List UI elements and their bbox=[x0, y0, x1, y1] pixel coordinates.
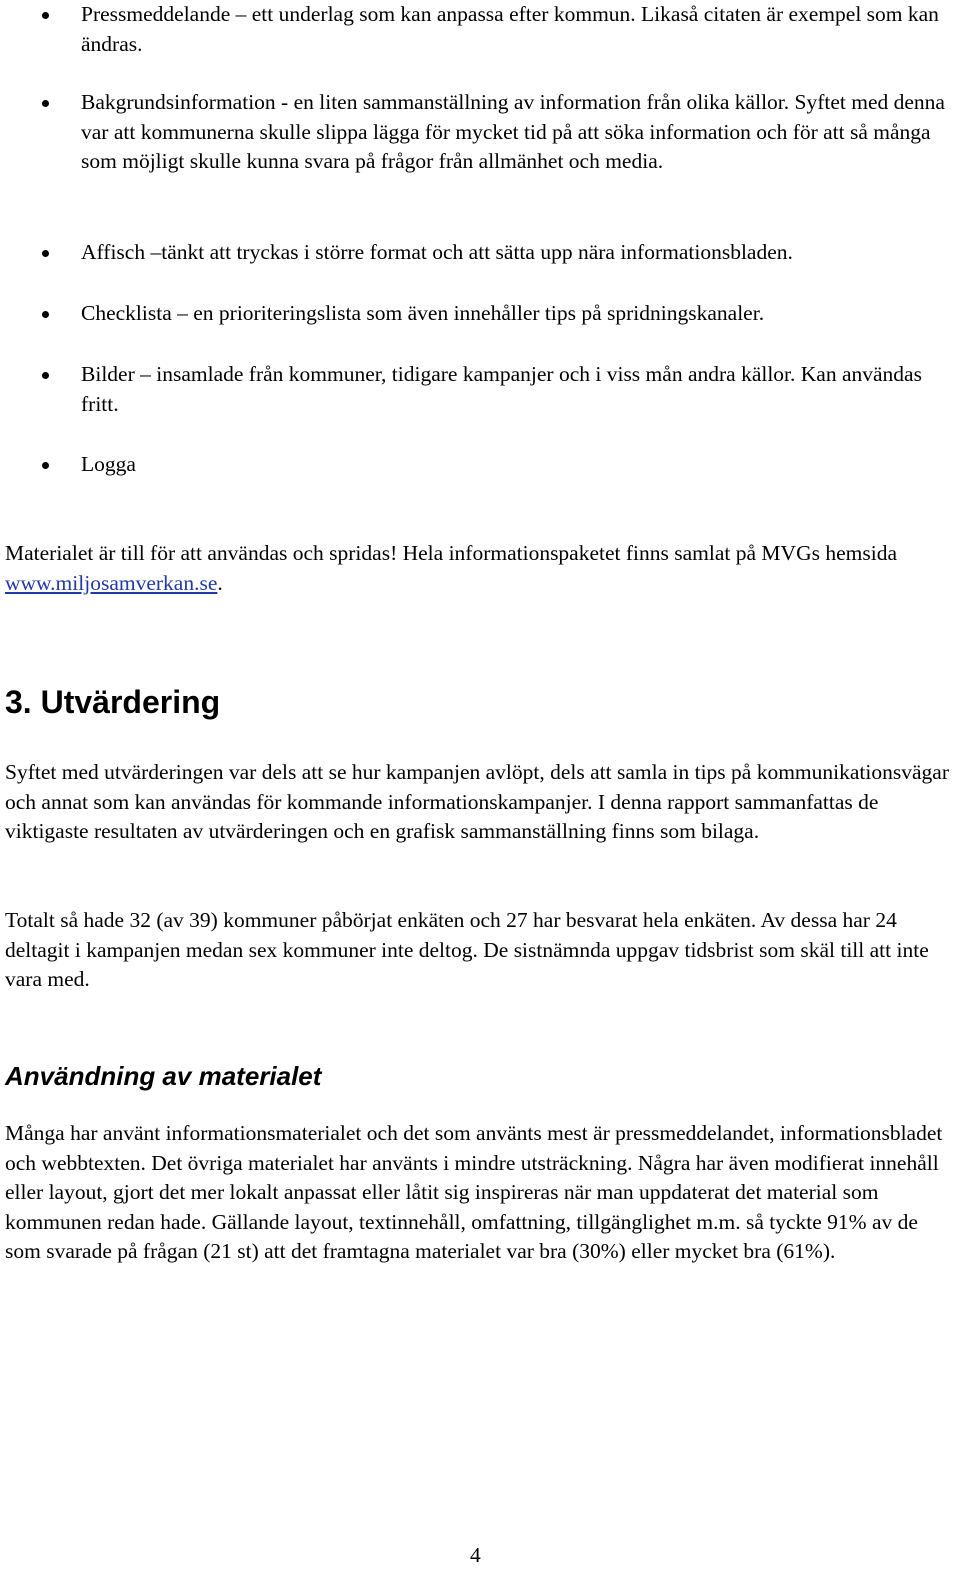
bullet-text: Pressmeddelande – ett underlag som kan anpassa efter kommun. Likaså citaten är exempel som kan ändras. bbox=[81, 2, 939, 56]
bullet-text: Checklista – en prioriteringslista som även innehåller tips på spridningskanaler. bbox=[81, 301, 765, 325]
subsection-paragraph: Många har använt informationsmaterialet och det som använts mest är pressmeddelandet, informationsbladet och webbtexten. Det övriga materialet har använts i mindre utsträckning. Några har även modifierat innehåll eller layout, gjort det mer lokalt anpassat eller låtit sig inspireras när man uppdaterat det material som kommunen redan hade. Gällande layout, textinnehåll, omfattning, tillgänglighet m.m. så tyckte 91% av de som svarade på frågan (21 st) att det framtagna materialet var bra (30%) eller mycket bra (61%). bbox=[5, 1121, 943, 1263]
website-link[interactable]: www.miljosamverkan.se bbox=[5, 570, 218, 595]
bullet-dot-icon bbox=[42, 250, 49, 257]
closing-paragraph bbox=[5, 539, 957, 598]
section-heading: 3. Utvärdering bbox=[5, 684, 221, 720]
closing-text: Materialet är till för att användas och spridas! Hela informationspaketet finns samlat på MVGs hemsida bbox=[5, 541, 897, 565]
closing-period: . bbox=[217, 570, 223, 595]
bullet-text: Bakgrundsinformation - en liten sammanställning av information från olika källor. Syftet med denna var att kommunerna skulle slippa lägga för mycket tid på att söka information och för att så många som möjligt skulle kunna svara på frågor från allmänhet och media. bbox=[81, 90, 945, 173]
bullet-text: Bilder – insamlade från kommuner, tidigare kampanjer och i viss mån andra källor. Kan användas fritt. bbox=[81, 362, 922, 416]
bullet-text: Logga bbox=[81, 452, 136, 476]
page-number: 4 bbox=[470, 1543, 481, 1567]
section-paragraph-results: Totalt så hade 32 (av 39) kommuner påbörjat enkäten och 27 har besvarat hela enkäten. Av dessa har 24 deltagit i kampanjen medan sex kommuner inte deltog. De sistnämnda uppgav tidsbrist som skäl till att inte vara med. bbox=[5, 908, 929, 991]
bullet-dot-icon bbox=[42, 372, 49, 379]
bullet-dot-icon bbox=[42, 311, 49, 318]
subsection-heading: Användning av materialet bbox=[5, 1061, 322, 1091]
bullet-dot-icon bbox=[42, 462, 49, 469]
bullet-dot-icon bbox=[42, 12, 49, 19]
section-paragraph-purpose: Syftet med utvärderingen var dels att se hur kampanjen avlöpt, dels att samla in tips på kommunikationsvägar och annat som kan användas för kommande informationskampanjer. I denna rapport sammanfattas de viktigaste resultaten av utvärderingen och en grafisk sammanställning finns som bilaga. bbox=[5, 760, 949, 843]
bullet-text: Affisch –tänkt att tryckas i större format och att sätta upp nära informationsbladen. bbox=[81, 240, 793, 264]
bullet-dot-icon bbox=[42, 100, 49, 107]
